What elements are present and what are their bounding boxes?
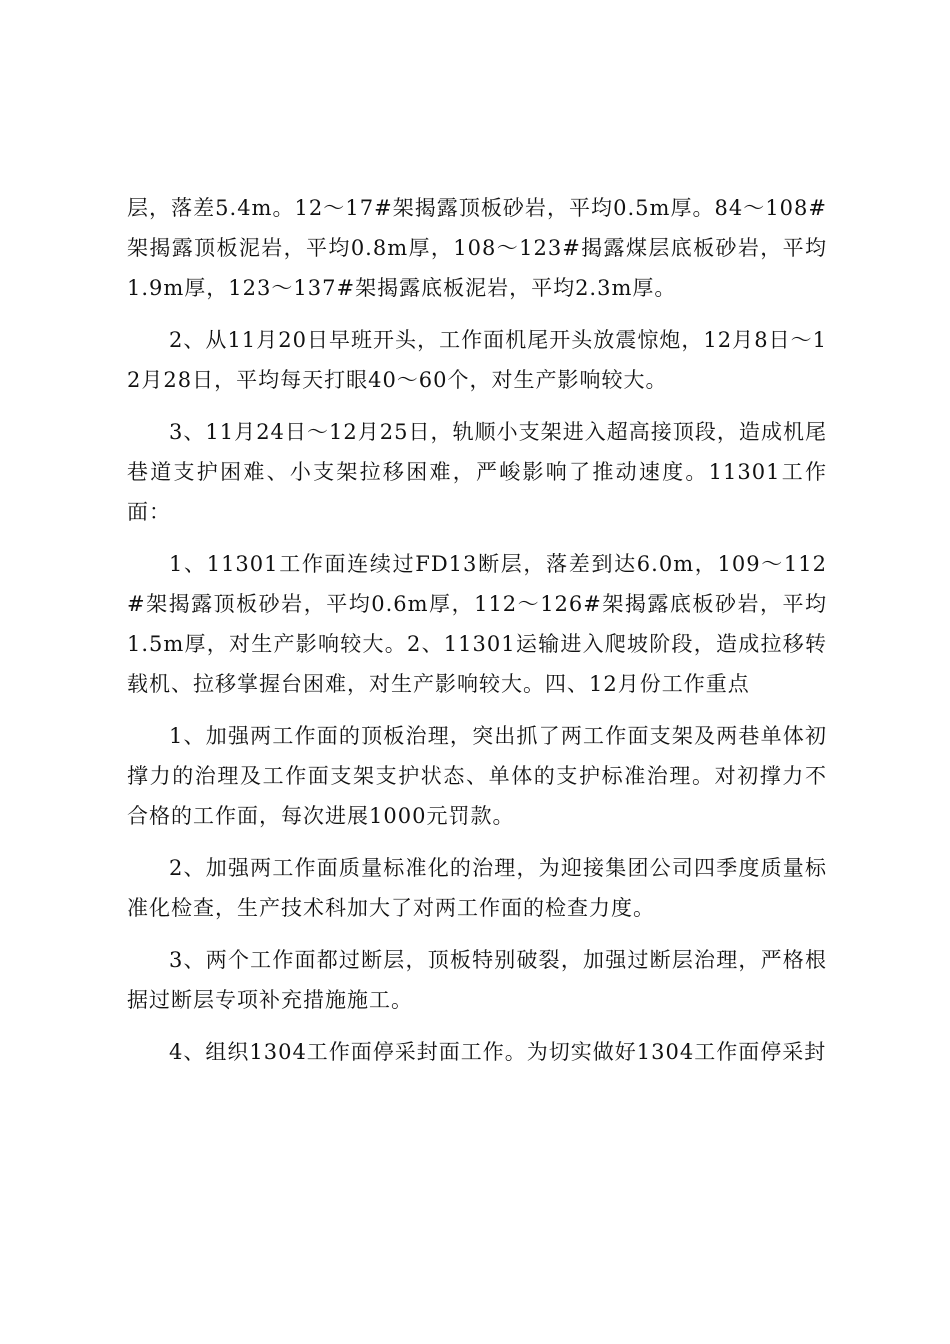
paragraph-1304-closure: 4、组织1304工作面停采封面工作。为切实做好1304工作面停采封	[169, 1040, 827, 1064]
paragraph-11301-fault: 1、11301工作面连续过FD13断层，落差到达6.0m，109～112#架揭露顶板砂岩，平均0.6m厚，112～126#架揭露底板砂岩，平均1.5m厚，对生产影响较大。2、11301运输进入爬坡阶段，造成拉移转载机、拉移掌握台困难，对生产影响较大。四、12月份工作重点	[127, 552, 827, 696]
paragraph-fault-measures: 3、两个工作面都过断层，顶板特别破裂，加强过断层治理，严格根据过断层专项补充措施施工。	[127, 948, 827, 1012]
paragraph-blasting-impact: 2、从11月20日早班开头，工作面机尾开头放震惊炮，12月8日～12月28日，平均每天打眼40～60个，对生产影响较大。	[127, 328, 827, 392]
paragraph-support-difficulty: 3、11月24日～12月25日，轨顺小支架进入超高接顶段，造成机尾巷道支护困难、小支架拉移困难，严峻影响了推动速度。11301工作面：	[127, 420, 827, 524]
paragraph-quality-standard: 2、加强两工作面质量标准化的治理，为迎接集团公司四季度质量标准化检查，生产技术科加大了对两工作面的检查力度。	[127, 856, 827, 920]
paragraph-fault-continuation: 层，落差5.4m。12～17#架揭露顶板砂岩，平均0.5m厚。84～108#架揭露顶板泥岩，平均0.8m厚，108～123#揭露煤层底板砂岩，平均1.9m厚，123～137#架揭露底板泥岩，平均2.3m厚。	[127, 196, 827, 300]
document-body	[127, 188, 827, 1084]
paragraph-roof-management: 1、加强两工作面的顶板治理，突出抓了两工作面支架及两巷单体初撑力的治理及工作面支架支护状态、单体的支护标准治理。对初撑力不合格的工作面，每次进展1000元罚款。	[127, 724, 827, 828]
